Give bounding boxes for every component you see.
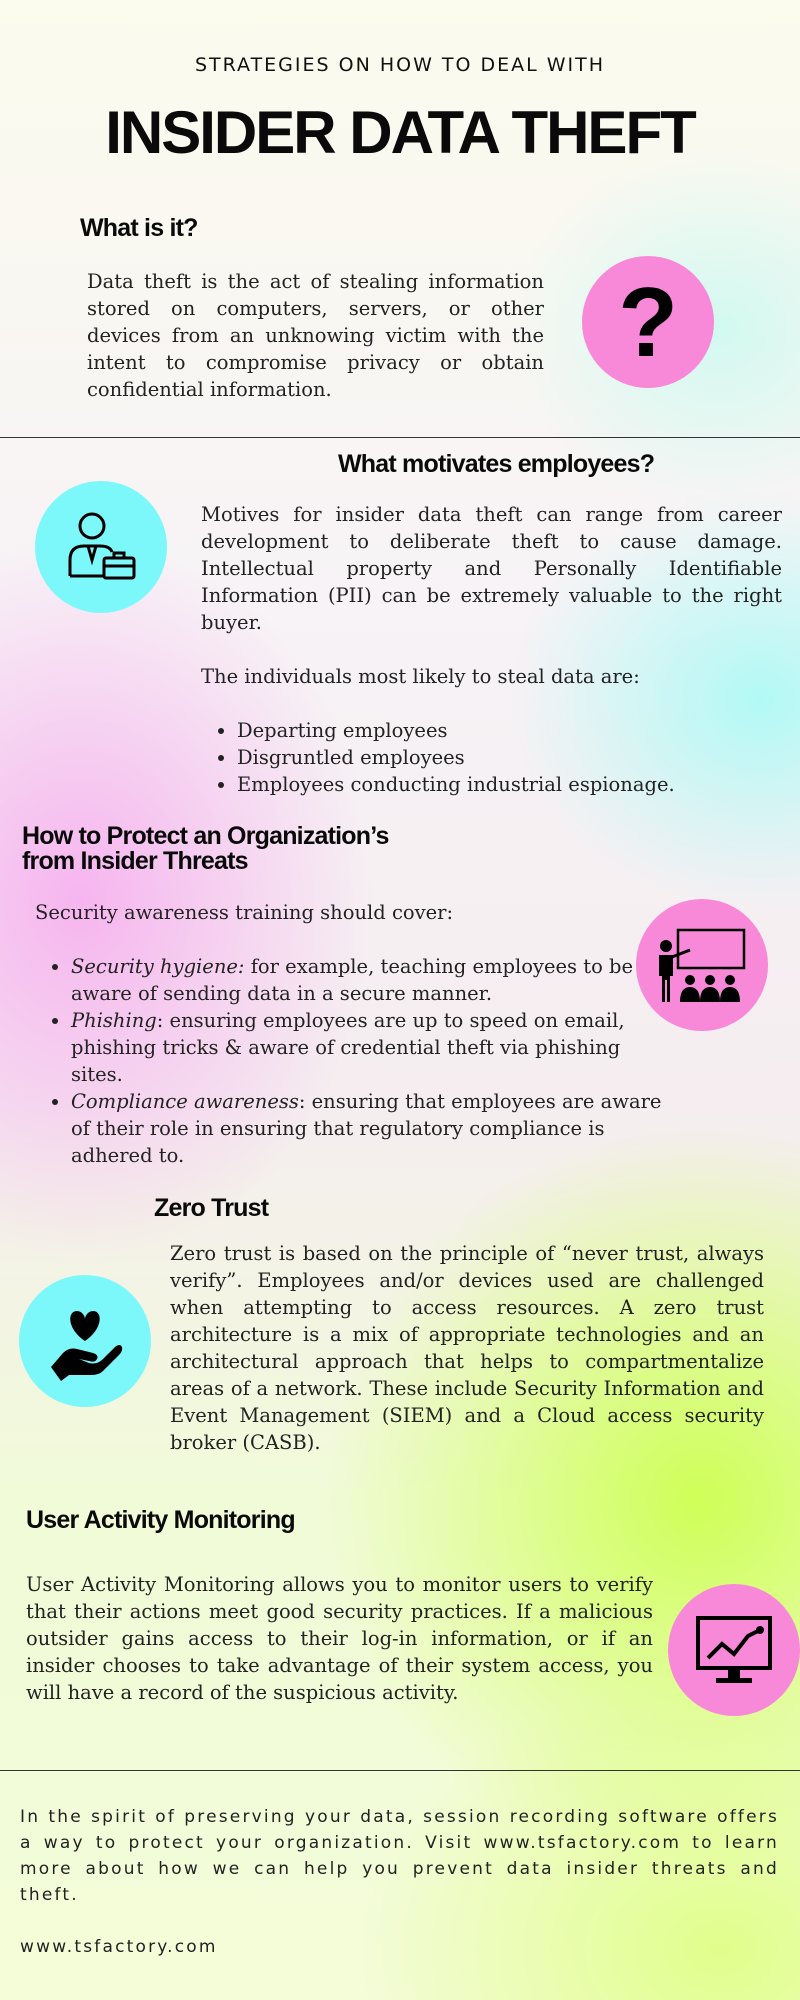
monitoring-text: User Activity Monitoring allows you to monitor users to verify that their actions meet good security practices. If a malicious outsider gains access to their log-in information, or if an insider chooses to take advantage of their system access, you will have a record of the suspicious activity. [26, 1573, 653, 1704]
page-title: INSIDER DATA THEFT [105, 99, 695, 166]
question-icon-badge [582, 256, 714, 388]
motivates-intro: The individuals most likely to steal data are: [201, 665, 640, 688]
monitor-chart-icon [694, 1614, 774, 1686]
list-item [71, 953, 663, 1007]
monitoring-heading: User Activity Monitoring [26, 1506, 295, 1534]
protect-heading-line2: from Insider Threats [22, 847, 248, 875]
list-item: • Employees conducting industrial espionage. [237, 771, 797, 798]
list-item-term: Security hygiene: [71, 955, 245, 978]
zero-trust-heading: Zero Trust [154, 1194, 269, 1222]
footer-divider [0, 1770, 800, 1771]
question-mark-icon: ? [618, 267, 678, 377]
list-item-term: Phishing [71, 1009, 157, 1032]
protect-intro: Security awareness training should cover: [35, 901, 454, 924]
businessman-briefcase-icon [60, 506, 142, 588]
heart-in-hand-icon [45, 1301, 125, 1381]
list-item-text: for example, teaching employees to be aware of sending data in a secure manner. [71, 955, 634, 1005]
subtitle: STRATEGIES ON HOW TO DEAL WITH [194, 54, 606, 76]
motivates-text: Motives for insider data theft can range from career development to deliberate theft to cause damage. Intellectual property and Personally Identifiable Information (PII) can be extremely valuable to the right buyer. [201, 503, 782, 634]
motivates-heading: What motivates employees? [338, 450, 655, 478]
presentation-icon-badge [636, 899, 768, 1031]
businessman-icon-badge [35, 481, 167, 613]
protect-list [35, 953, 663, 1169]
list-item [71, 1088, 663, 1169]
zero-trust-text: Zero trust is based on the principle of “never trust, always verify”. Employees and/or devices used are challenged when attempting to access resources. A zero trust architecture is a mix of appropriate technologies and an architectural approach that helps to compartmentalize areas of a network. These include Security Information and Event Management (SIEM) and a Cloud access security broker (CASB). [170, 1242, 764, 1454]
protect-heading-line1: How to Protect an Organization’s [22, 822, 389, 850]
heart-hand-icon-badge [19, 1275, 151, 1407]
list-item [71, 1007, 663, 1088]
presentation-teacher-icon [654, 924, 750, 1006]
footer-text: In the spirit of preserving your data, session recording software offers a way to protect your organization. Visit www.tsfactory.com to learn more about how we can help you prevent data insider threats and theft. [20, 1807, 779, 1905]
list-item-term: Compliance awareness [71, 1090, 299, 1113]
list-item: • Disgruntled employees [237, 744, 797, 771]
motivates-list [201, 717, 797, 798]
protect-heading [22, 824, 389, 874]
section-divider [0, 437, 800, 438]
list-item-text: : ensuring employees are up to speed on email, phishing tricks & aware of credential theft via phishing sites. [71, 1009, 625, 1086]
list-item-text: : ensuring that employees are aware of their role in ensuring that regulatory compliance is adhered to. [71, 1090, 662, 1167]
what-is-it-heading: What is it? [80, 214, 198, 242]
list-item: • Departing employees [237, 717, 797, 744]
what-is-it-text: Data theft is the act of stealing information stored on computers, servers, or other devices from an unknowing victim with the intent to compromise privacy or obtain confidential information. [87, 270, 544, 401]
monitor-icon-badge [668, 1584, 800, 1716]
footer-url[interactable]: www.tsfactory.com [20, 1937, 218, 1957]
